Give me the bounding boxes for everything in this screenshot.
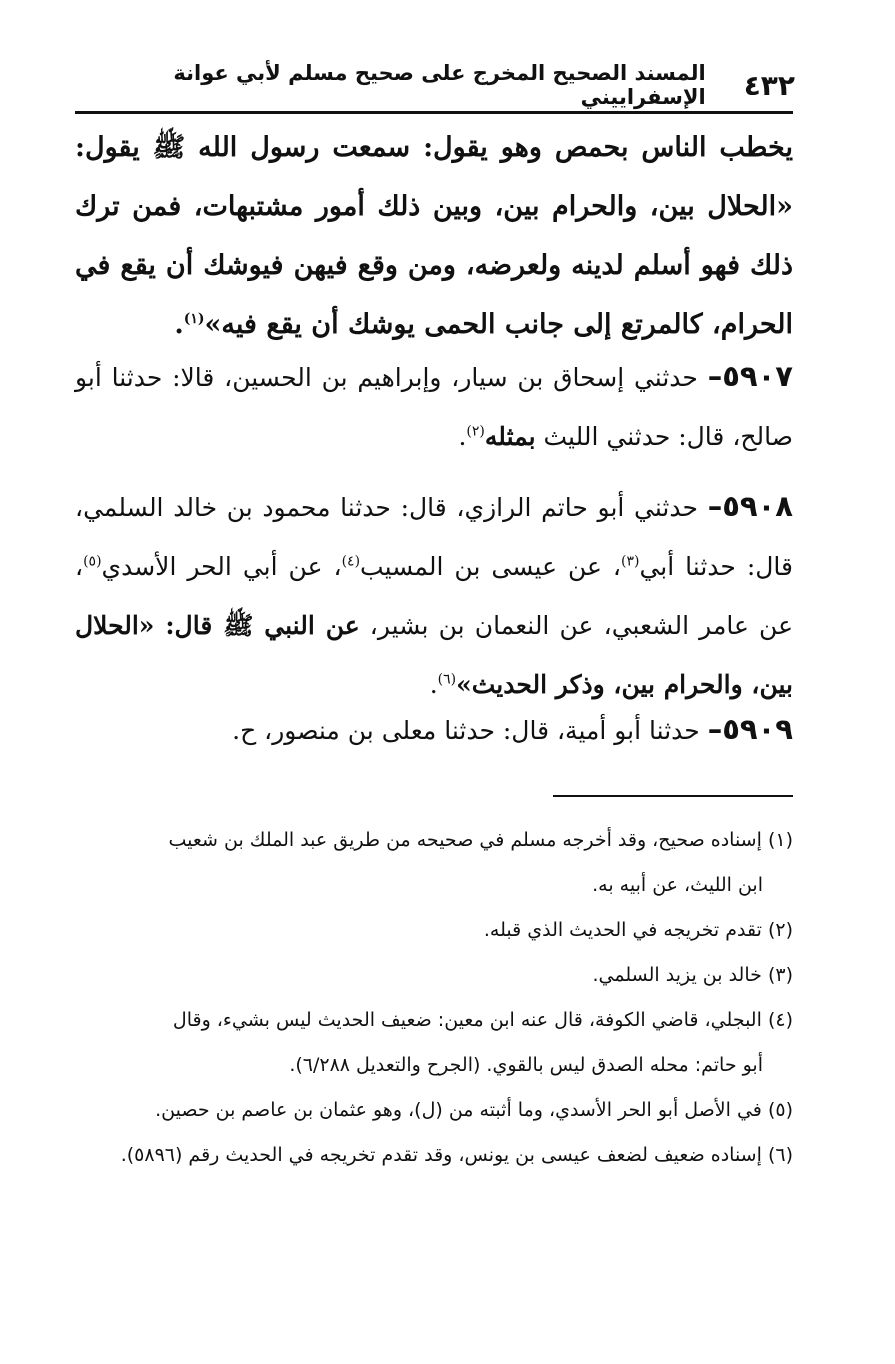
footnote-2 xyxy=(75,908,793,953)
hadith-text: حدثنا أبو أمية، قال: حدثنا معلى بن منصور، ح. xyxy=(232,716,700,745)
hadith-bold-text: عن النبي ﷺ قال: «الحلال بين، والحرام بين، وذكر الحديث» xyxy=(75,611,793,699)
hadith-end: . xyxy=(429,670,438,699)
page-number: ٤٣٢ xyxy=(743,68,795,102)
hadith-number: ٥٩٠٩ xyxy=(722,712,793,746)
footnote-continuation: أبو حاتم: محله الصدق ليس بالقوي. (الجرح والتعديل ٦/٢٨٨). xyxy=(289,1054,763,1076)
page-header xyxy=(75,62,795,108)
footnote-text: خالد بن يزيد السلمي. xyxy=(592,964,762,986)
hadith-5909 xyxy=(75,700,793,760)
footnote-ref-2: (٢) xyxy=(466,423,485,440)
footnote-6 xyxy=(75,1133,793,1178)
footnote-number: (١) xyxy=(767,829,793,851)
footnote-number: (٢) xyxy=(767,919,793,941)
footnote-4 xyxy=(75,998,793,1088)
footnote-3 xyxy=(75,953,793,998)
hadith-dash: – xyxy=(707,359,723,393)
hadith-number: ٥٩٠٧ xyxy=(722,359,794,393)
footnote-text: في الأصل أبو الحر الأسدي، وما أثبته من (ل)، وهو عثمان بن عاصم بن حصين. xyxy=(155,1099,762,1121)
footnote-5 xyxy=(75,1088,793,1133)
header-rule xyxy=(75,111,793,114)
running-title: المسند الصحيح المخرج على صحيح مسلم لأبي عوانة الإسفراييني xyxy=(173,61,706,109)
footnote-text: البجلي، قاضي الكوفة، قال عنه ابن معين: ضعيف الحديث ليس بشيء، وقال xyxy=(172,1009,762,1031)
hadith-text: حدثني أبو حاتم الرازي، قال: حدثنا محمود بن خالد السلمي، قال: حدثنا أبي xyxy=(75,493,793,581)
footnote-separator xyxy=(553,795,793,797)
footnote-ref-3: (٣) xyxy=(620,553,640,570)
footnote-text: إسناده صحيح، وقد أخرجه مسلم في صحيحه من طريق عبد الملك بن شعيب xyxy=(168,829,762,851)
opening-period: . xyxy=(174,309,184,340)
hadith-text-d: ، عن عامر الشعبي، عن النعمان بن بشير، xyxy=(75,552,793,640)
footnote-ref-4: (٤) xyxy=(341,553,361,570)
opening-text: يخطب الناس بحمص وهو يقول: سمعت رسول الله ﷺ يقول: «الحلال بين، والحرام بين، وبين ذلك أمور مشتبهات، فمن ترك ذلك فهو أسلم لدينه ولعرضه، ومن وقع فيهن فيوشك أن يقع في الحرام، كالمرتع إلى جانب الحمى يوشك أن يقع فيه» xyxy=(75,132,793,340)
footnote-number: (٤) xyxy=(767,1009,793,1031)
hadith-bold-text: بمثله xyxy=(484,422,536,451)
hadith-text-b: ، عن عيسى بن المسيب xyxy=(360,552,621,581)
hadith-end: . xyxy=(458,422,467,451)
footnote-number: (٥) xyxy=(767,1099,793,1121)
footnote-ref-1: (١) xyxy=(183,311,205,327)
hadith-number: ٥٩٠٨ xyxy=(722,489,793,523)
footnote-text: تقدم تخريجه في الحديث الذي قبله. xyxy=(483,919,762,941)
hadith-text: حدثني إسحاق بن سيار، وإبراهيم بن الحسين، قالا: حدثنا أبو صالح، قال: حدثني الليث xyxy=(75,363,793,451)
hadith-5908 xyxy=(75,477,793,714)
hadith-dash: – xyxy=(707,489,723,523)
footnote-ref-6: (٦) xyxy=(437,671,457,688)
footnote-number: (٦) xyxy=(767,1144,793,1166)
opening-paragraph xyxy=(75,118,793,354)
footnote-text: إسناده ضعيف لضعف عيسى بن يونس، وقد تقدم تخريجه في الحديث رقم (٥٨٩٦). xyxy=(120,1144,762,1166)
footnote-ref-5: (٥) xyxy=(83,553,102,570)
hadith-text-c: ، عن أبي الحر الأسدي xyxy=(101,552,342,581)
footnote-number: (٣) xyxy=(767,964,793,986)
footnote-continuation: ابن الليث، عن أبيه به. xyxy=(592,874,763,896)
footnote-1 xyxy=(75,818,793,908)
hadith-5907 xyxy=(75,347,793,466)
footnotes xyxy=(75,818,793,1178)
hadith-dash: – xyxy=(707,712,723,746)
